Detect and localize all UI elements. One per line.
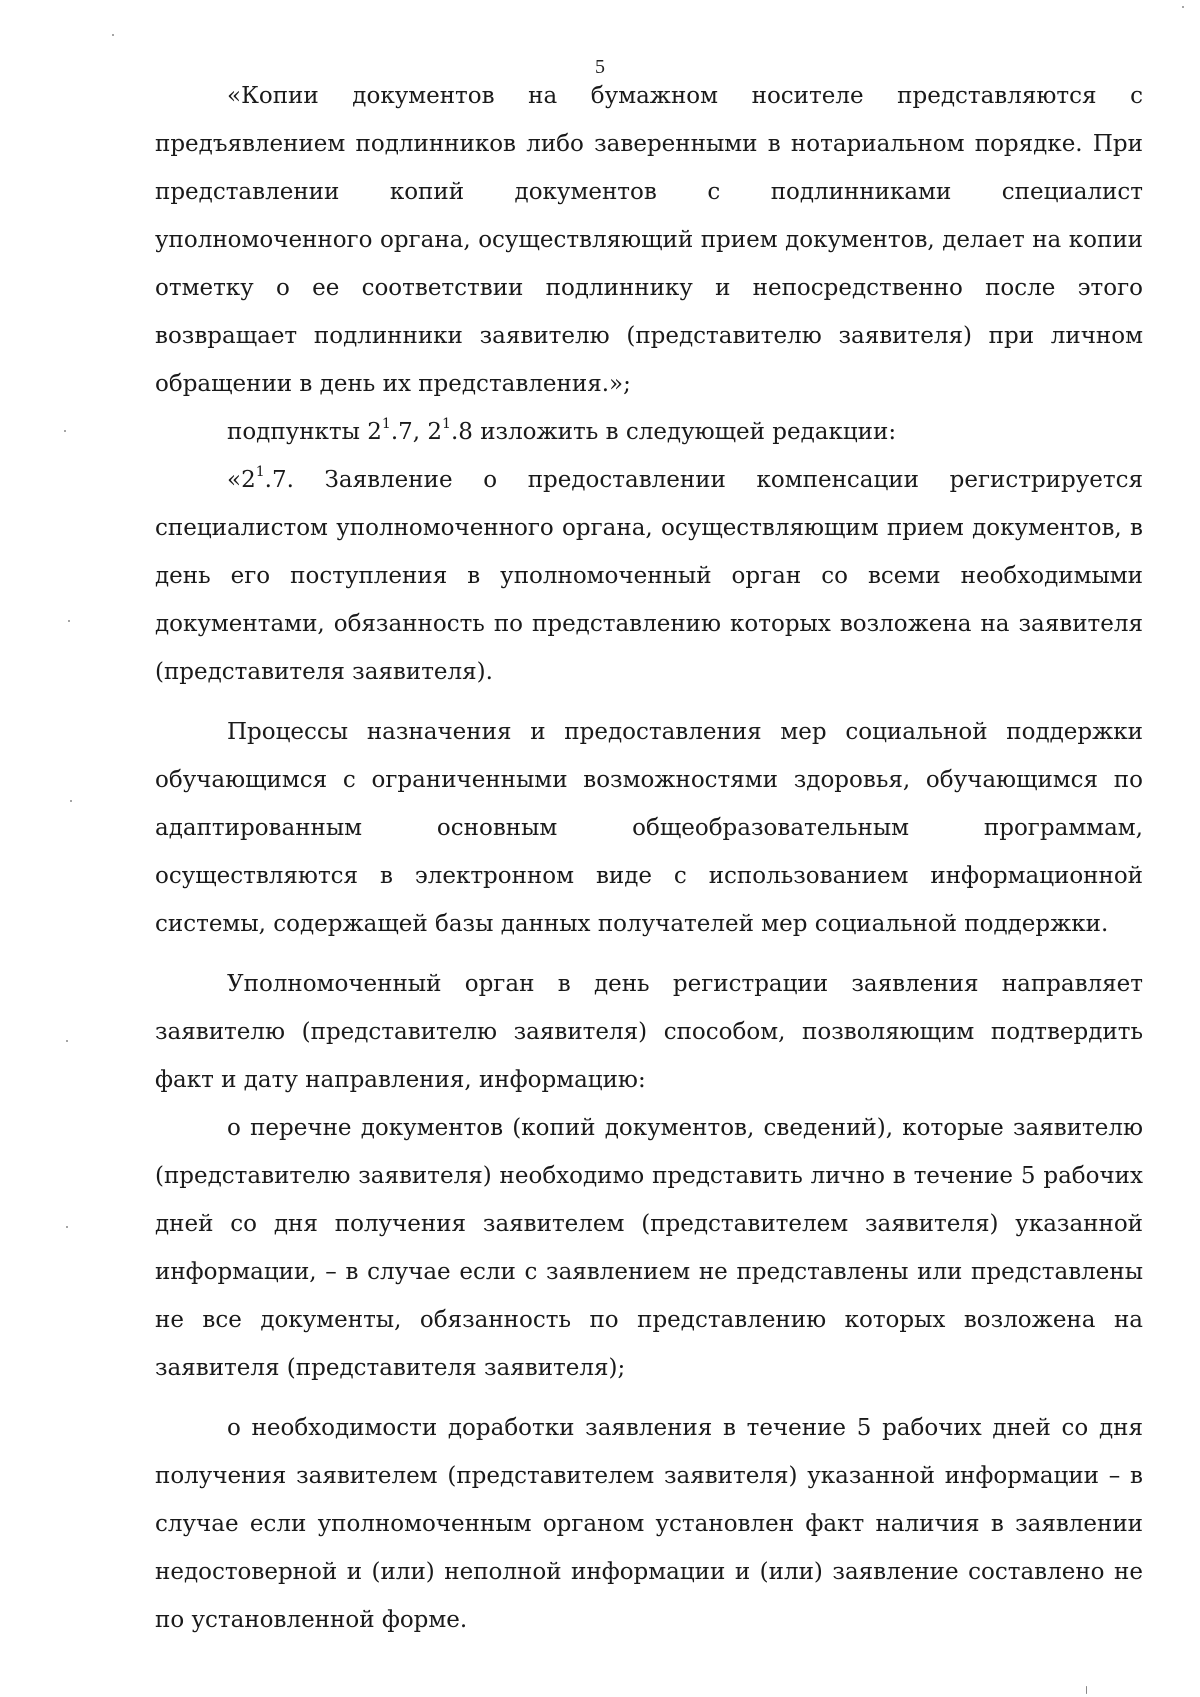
scan-speck <box>1182 6 1184 8</box>
paragraph-subpoints-intro <box>155 408 1143 456</box>
clause-superscript: 1 <box>255 464 265 481</box>
paragraph-document-list: о перечне документов (копий документов, сведений), которые заявителю (представителю заявителя) необходимо представить лично в течение 5 рабочих дней со дня получения заявителем (представителем заявителя) указанной информации, – в случае если с заявлением не представлены или представлены не все документы, обязанность по представлению которых возложена на заявителя (представителя заявителя); <box>155 1115 1143 1381</box>
document-body <box>155 72 1143 1644</box>
scan-speck <box>70 800 72 802</box>
subpoints-text-mid: .7, 2 <box>390 419 443 445</box>
subpoints-text-end: .8 изложить в следующей редакции: <box>450 419 897 445</box>
paragraph-authority-notifies: Уполномоченный орган в день регистрации заявления направляет заявителю (представителю заявителя) способом, позволяющим подтвердить факт и дату направления, информацию: <box>155 971 1143 1093</box>
clause-text: .7. Заявление о предоставлении компенсации регистрируется специалистом уполномоченного органа, осуществляющим прием документов, в день его поступления в уполномоченный орган со всеми необходимыми документами, обязанность по представлению которых возложена на заявителя (представителя заявителя). <box>155 467 1143 685</box>
superscript-2: 1 <box>442 416 451 433</box>
scan-speck <box>1086 1686 1087 1694</box>
scan-speck <box>68 620 70 622</box>
clause-number-start: «2 <box>227 467 256 493</box>
paragraph-2-1-7 <box>155 456 1143 696</box>
paragraph-revision-needed: о необходимости доработки заявления в течение 5 рабочих дней со дня получения заявителем (представителем заявителя) указанной информации – в случае если уполномоченным органом установлен факт наличия в заявлении недостоверной и (или) неполной информации и (или) заявление составлено не по установленной форме. <box>155 1415 1143 1633</box>
scan-speck <box>66 1040 68 1042</box>
paragraph-processes: Процессы назначения и предоставления мер социальной поддержки обучающимся с ограниченными возможностями здоровья, обучающимся по адаптированным основным общеобразовательным программам, осуществляются в электронном виде с использованием информационной системы, содержащей базы данных получателей мер социальной поддержки. <box>155 719 1143 937</box>
scan-speck <box>64 430 66 432</box>
page-number: 5 <box>595 56 605 78</box>
paragraph-copies: «Копии документов на бумажном носителе представляются с предъявлением подлинников либо заверенными в нотариальном порядке. При представлении копий документов с подлинниками специалист уполномоченного органа, осуществляющий прием документов, делает на копии отметку о ее соответствии подлиннику и непосредственно после этого возвращает подлинники заявителю (представителю заявителя) при личном обращении в день их представления.»; <box>155 83 1143 397</box>
subpoints-text-start: подпункты 2 <box>227 419 382 445</box>
scan-speck <box>66 1226 68 1228</box>
scan-speck <box>112 34 114 36</box>
superscript-1: 1 <box>381 416 391 433</box>
